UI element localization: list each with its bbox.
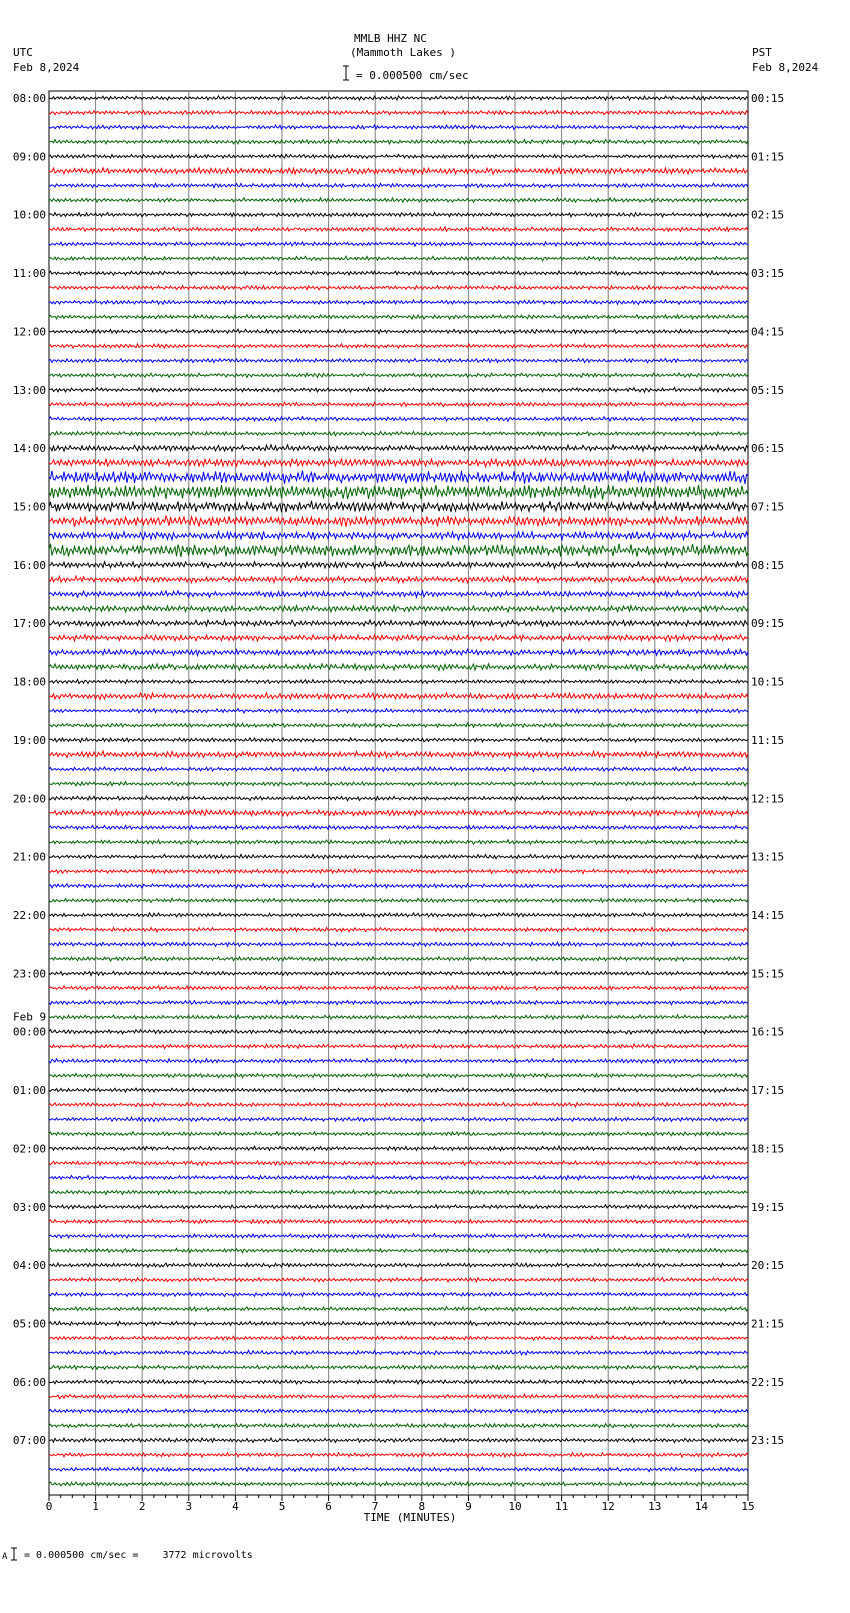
x-tick-label: 8: [418, 1500, 426, 1513]
seismic-trace: [49, 300, 748, 304]
seismic-trace: [49, 620, 748, 627]
seismic-trace: [49, 388, 748, 393]
pst-hour-label: 10:15: [751, 675, 785, 689]
seismic-trace: [49, 154, 748, 158]
seismic-trace: [49, 1307, 748, 1311]
seismic-trace: [49, 986, 748, 990]
x-tick-label: 14: [694, 1500, 709, 1513]
pst-hour-label: 21:15: [751, 1317, 785, 1331]
seismic-trace: [49, 358, 748, 362]
pst-hour-label: 15:15: [751, 967, 785, 981]
seismic-trace: [49, 957, 748, 962]
scale-label: = 0.000500 cm/sec: [356, 69, 469, 82]
seismic-trace: [49, 767, 748, 772]
seismic-trace: [49, 1073, 748, 1077]
seismic-trace: [49, 605, 748, 612]
pst-hour-label: 11:15: [751, 733, 785, 747]
utc-hour-label: 03:00: [12, 1200, 46, 1214]
seismic-trace: [49, 516, 748, 527]
utc-hour-label: 12:00: [12, 325, 46, 339]
seismic-trace: [49, 1190, 748, 1194]
seismic-trace: [49, 1176, 748, 1180]
pst-hour-label: 03:15: [751, 267, 785, 281]
seismic-trace: [49, 1088, 748, 1092]
seismic-trace: [49, 1248, 748, 1252]
seismic-trace: [49, 1219, 748, 1223]
utc-hour-label: 22:00: [12, 909, 46, 923]
seismic-trace: [49, 125, 748, 129]
x-tick-label: 10: [508, 1500, 522, 1513]
seismic-trace: [49, 344, 748, 349]
seismic-trace: [49, 315, 748, 319]
seismic-trace: [49, 709, 748, 713]
x-tick-label: 6: [325, 1500, 332, 1513]
station-title: MMLB HHZ NC: [354, 32, 427, 45]
seismic-trace: [49, 96, 748, 100]
seismic-trace: [49, 485, 748, 500]
x-tick-label: 11: [554, 1500, 569, 1513]
pst-hour-label: 23:15: [751, 1434, 785, 1448]
utc-hour-label: 15:00: [12, 500, 46, 514]
seismic-trace: [49, 1336, 748, 1340]
x-axis-label: TIME (MINUTES): [363, 1511, 457, 1524]
x-tick-label: 7: [371, 1500, 379, 1513]
seismic-trace: [49, 913, 748, 917]
seismic-trace: [49, 212, 748, 217]
seismic-trace: [49, 1117, 748, 1121]
right-date: Feb 8,2024: [752, 61, 819, 74]
seismic-trace: [49, 1365, 748, 1369]
seismic-trace: [49, 1015, 748, 1020]
seismic-trace: [49, 1453, 748, 1457]
seismic-trace: [49, 693, 748, 700]
seismic-trace: [49, 168, 748, 175]
utc-hour-label: 23:00: [12, 967, 46, 981]
right-timezone: PST: [752, 46, 772, 59]
seismic-trace: [49, 751, 748, 758]
x-tick-label: 0: [45, 1500, 53, 1513]
seismic-trace: [49, 471, 748, 484]
utc-hour-label: 17:00: [12, 617, 46, 631]
seismic-trace: [49, 1467, 748, 1471]
x-tick-label: 2: [138, 1500, 146, 1513]
seismic-trace: [49, 810, 748, 817]
seismic-trace: [49, 183, 748, 187]
x-tick-label: 5: [278, 1500, 286, 1513]
seismic-trace: [49, 635, 748, 641]
utc-hour-label: 21:00: [12, 850, 46, 864]
seismic-trace: [49, 1146, 748, 1151]
seismic-trace: [49, 840, 748, 845]
pst-hour-label: 00:15: [751, 92, 785, 105]
utc-hour-label: 16:00: [12, 558, 46, 572]
seismic-trace: [49, 649, 748, 655]
seismic-trace: [49, 1263, 748, 1267]
seismic-trace: [49, 869, 748, 874]
seismic-trace: [49, 664, 748, 671]
utc-hour-label: 20:00: [12, 792, 46, 806]
seismic-trace: [49, 1424, 748, 1428]
seismic-trace: [49, 1205, 748, 1209]
seismic-trace: [49, 680, 748, 684]
utc-hour-label: 01:00: [12, 1084, 46, 1098]
seismic-trace: [49, 782, 748, 786]
pst-hour-label: 01:15: [751, 150, 785, 164]
seismic-trace: [49, 1394, 748, 1398]
pst-hour-label: 18:15: [751, 1142, 785, 1156]
utc-hour-label: 11:00: [12, 267, 46, 281]
x-tick-label: 13: [648, 1500, 662, 1513]
utc-hour-label: 05:00: [12, 1317, 46, 1331]
seismic-trace: [49, 1321, 748, 1326]
seismic-trace: [49, 1380, 748, 1384]
utc-hour-label: 07:00: [12, 1434, 46, 1448]
date-change-label: Feb 9: [13, 1010, 47, 1024]
pst-hour-label: 08:15: [751, 558, 785, 572]
pst-hour-label: 14:15: [751, 909, 785, 923]
seismic-trace: [49, 431, 748, 435]
utc-hour-label: 14:00: [12, 442, 46, 456]
left-date: Feb 8,2024: [13, 61, 80, 74]
seismic-trace: [49, 198, 748, 202]
pst-hour-label: 22:15: [751, 1375, 785, 1389]
pst-hour-label: 04:15: [751, 325, 785, 339]
seismic-trace: [49, 1409, 748, 1413]
seismic-trace: [49, 140, 748, 145]
utc-hour-label: 10:00: [12, 208, 46, 222]
seismic-trace: [49, 1030, 748, 1035]
seismic-trace: [49, 825, 748, 829]
seismic-trace: [49, 562, 748, 568]
x-tick-label: 4: [232, 1500, 239, 1513]
x-tick-label: 9: [465, 1500, 472, 1513]
utc-hour-label: 09:00: [12, 150, 46, 164]
utc-hour-label: 13:00: [12, 383, 46, 397]
x-tick-label: 3: [185, 1500, 193, 1513]
seismic-trace: [49, 531, 748, 540]
seismic-trace: [49, 402, 748, 407]
utc-hour-label: 18:00: [12, 675, 46, 689]
seismic-trace: [49, 723, 748, 727]
seismic-trace: [49, 927, 748, 932]
utc-hour-label: 02:00: [12, 1142, 46, 1156]
seismic-trace: [49, 1234, 748, 1238]
seismic-trace: [49, 271, 748, 275]
seismic-trace: [49, 1059, 748, 1063]
seismic-trace: [49, 738, 748, 742]
seismic-trace: [49, 1044, 748, 1049]
seismic-trace: [49, 591, 748, 598]
left-timezone: UTC: [13, 46, 33, 59]
utc-hour-label: 00:00: [12, 1025, 46, 1039]
seismic-trace: [49, 942, 748, 946]
pst-hour-label: 19:15: [751, 1200, 785, 1214]
pst-hour-label: 02:15: [751, 208, 785, 222]
pst-hour-label: 20:15: [751, 1259, 785, 1273]
utc-hour-label: 06:00: [12, 1375, 46, 1389]
seismic-trace: [49, 971, 748, 975]
seismic-trace: [49, 242, 748, 246]
trace-group: [49, 96, 748, 1486]
seismic-trace: [49, 1350, 748, 1355]
pst-hour-label: 16:15: [751, 1025, 785, 1039]
pst-hour-label: 06:15: [751, 442, 785, 456]
x-tick-label: 12: [601, 1500, 615, 1513]
pst-hour-label: 17:15: [751, 1084, 785, 1098]
seismic-trace: [49, 445, 748, 451]
seismic-trace: [49, 1161, 748, 1166]
seismic-trace: [49, 1438, 748, 1443]
seismic-trace: [49, 1278, 748, 1283]
pst-hour-label: 05:15: [751, 383, 785, 397]
location-title: (Mammoth Lakes ): [350, 46, 456, 59]
seismic-trace: [49, 373, 748, 377]
seismic-trace: [49, 329, 748, 334]
seismic-trace: [49, 576, 748, 583]
x-tick-label: 1: [92, 1500, 99, 1513]
seismic-trace: [49, 256, 748, 261]
seismic-trace: [49, 854, 748, 859]
seismic-trace: [49, 1102, 748, 1106]
seismic-trace: [49, 1292, 748, 1296]
seismic-trace: [49, 459, 748, 467]
seismic-trace: [49, 417, 748, 422]
pst-hour-label: 09:15: [751, 617, 785, 631]
seismic-trace: [49, 1000, 748, 1005]
utc-hour-label: 04:00: [12, 1259, 46, 1273]
seismic-trace: [49, 1482, 748, 1486]
seismic-trace: [49, 111, 748, 115]
utc-hour-label: 19:00: [12, 733, 46, 747]
time-axis: [13, 92, 784, 1513]
seismic-trace: [49, 884, 748, 889]
pst-hour-label: 13:15: [751, 850, 785, 864]
seismic-trace: [49, 501, 748, 512]
seismic-trace: [49, 286, 748, 290]
utc-hour-label: 08:00: [12, 92, 46, 105]
seismic-trace: [49, 796, 748, 801]
pst-hour-label: 07:15: [751, 500, 785, 514]
footer-scale-text: = 0.000500 cm/sec = 3772 microvolts: [24, 1550, 253, 1561]
footer-scale-marker: A: [2, 1552, 8, 1562]
seismic-trace: [49, 227, 748, 232]
pst-hour-label: 12:15: [751, 792, 785, 806]
x-tick-label: 15: [741, 1500, 755, 1513]
seismic-trace: [49, 1132, 748, 1136]
seismic-trace: [49, 544, 748, 557]
seismic-trace: [49, 898, 748, 902]
